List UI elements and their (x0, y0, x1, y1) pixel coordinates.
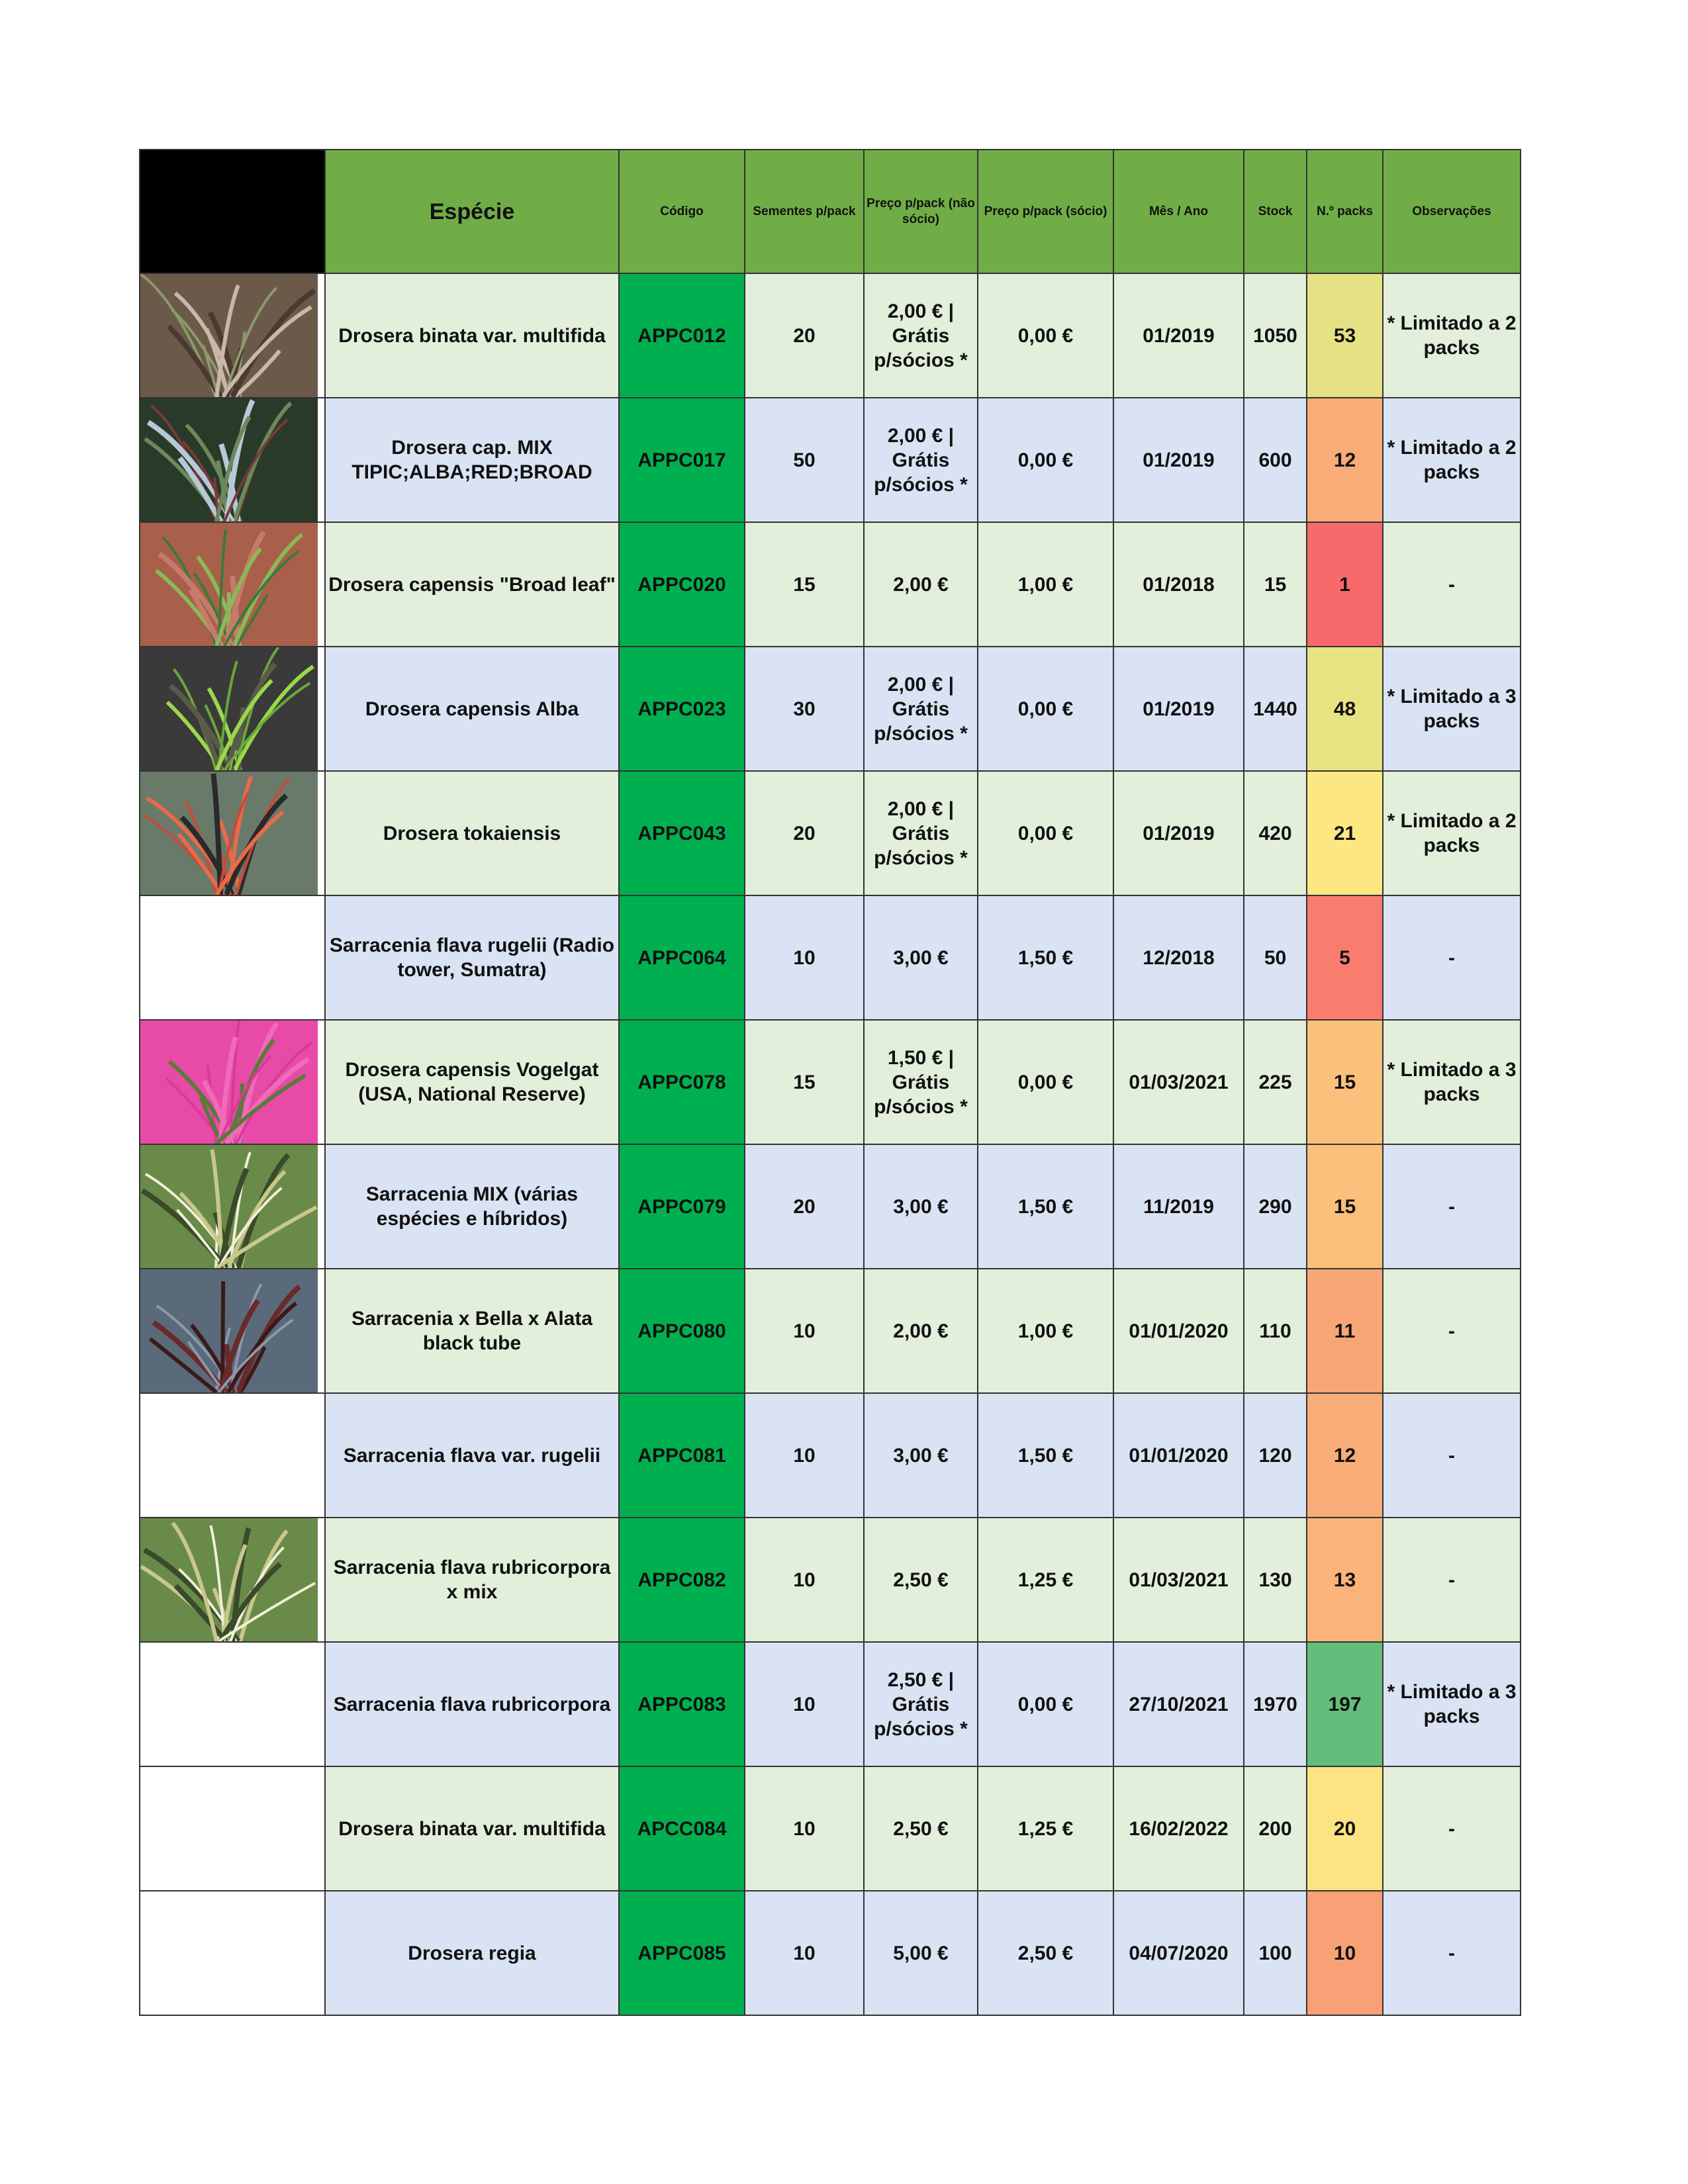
species-cell: Drosera tokaiensis (325, 771, 619, 895)
price-member-cell: 1,25 € (978, 1518, 1113, 1642)
price-non-member-cell: 3,00 € (864, 1393, 978, 1518)
code-cell: APPC023 (619, 647, 745, 771)
table-row (140, 1269, 1521, 1393)
plant-photo-cell (140, 895, 325, 1020)
stock-cell: 1050 (1244, 273, 1307, 398)
packs-cell: 12 (1307, 398, 1383, 522)
header-n-packs: N.º packs (1307, 150, 1383, 273)
species-cell: Sarracenia flava rugelii (Radio tower, Sumatra) (325, 895, 619, 1020)
price-non-member-cell: 3,00 € (864, 1144, 978, 1269)
stock-cell: 100 (1244, 1891, 1307, 2015)
code-cell: APPC020 (619, 522, 745, 647)
packs-cell: 53 (1307, 273, 1383, 398)
code-cell: APPC079 (619, 1144, 745, 1269)
price-non-member-cell: 2,00 € (864, 522, 978, 647)
table-row (140, 1393, 1521, 1518)
packs-cell: 15 (1307, 1020, 1383, 1144)
price-member-cell: 2,50 € (978, 1891, 1113, 2015)
price-member-cell: 0,00 € (978, 647, 1113, 771)
notes-cell: - (1383, 895, 1521, 1020)
stock-cell: 200 (1244, 1766, 1307, 1891)
stock-cell: 15 (1244, 522, 1307, 647)
packs-cell: 48 (1307, 647, 1383, 771)
plant-photo (140, 274, 324, 397)
stock-cell: 110 (1244, 1269, 1307, 1393)
stock-cell: 420 (1244, 771, 1307, 895)
header-sementes: Sementes p/pack (745, 150, 864, 273)
date-cell: 01/03/2021 (1113, 1518, 1244, 1642)
packs-cell: 10 (1307, 1891, 1383, 2015)
header-preco-nao-socio: Preço p/pack (não sócio) (864, 150, 978, 273)
code-cell: APPC081 (619, 1393, 745, 1518)
stock-cell: 225 (1244, 1020, 1307, 1144)
notes-cell: * Limitado a 3 packs (1383, 1020, 1521, 1144)
seeds-cell: 15 (745, 522, 864, 647)
code-cell: APPC080 (619, 1269, 745, 1393)
notes-cell: - (1383, 1144, 1521, 1269)
date-cell: 01/2019 (1113, 647, 1244, 771)
table-row (140, 1891, 1521, 2015)
packs-cell: 13 (1307, 1518, 1383, 1642)
date-cell: 01/2018 (1113, 522, 1244, 647)
price-member-cell: 0,00 € (978, 771, 1113, 895)
date-cell: 11/2019 (1113, 1144, 1244, 1269)
species-cell: Sarracenia x Bella x Alata black tube (325, 1269, 619, 1393)
plant-photo-cell (140, 1518, 325, 1642)
species-cell: Sarracenia flava rubricorpora (325, 1642, 619, 1766)
stock-cell: 120 (1244, 1393, 1307, 1518)
code-cell: APPC078 (619, 1020, 745, 1144)
table-row (140, 1642, 1521, 1766)
header-stock: Stock (1244, 150, 1307, 273)
price-member-cell: 0,00 € (978, 1020, 1113, 1144)
seeds-cell: 30 (745, 647, 864, 771)
plant-photo-cell (140, 771, 325, 895)
plant-photo (140, 1518, 324, 1641)
price-member-cell: 1,00 € (978, 1269, 1113, 1393)
code-cell: APPC012 (619, 273, 745, 398)
seeds-cell: 10 (745, 1891, 864, 2015)
price-member-cell: 0,00 € (978, 273, 1113, 398)
species-cell: Drosera cap. MIX TIPIC;ALBA;RED;BROAD (325, 398, 619, 522)
code-cell: APPC064 (619, 895, 745, 1020)
table-row (140, 1020, 1521, 1144)
plant-photo (140, 398, 324, 522)
price-non-member-cell: 2,00 € | Grátis p/sócios * (864, 398, 978, 522)
plant-photo (140, 1145, 324, 1268)
packs-cell: 197 (1307, 1642, 1383, 1766)
price-member-cell: 1,25 € (978, 1766, 1113, 1891)
packs-cell: 20 (1307, 1766, 1383, 1891)
table-row (140, 1144, 1521, 1269)
table-row (140, 398, 1521, 522)
notes-cell: - (1383, 1269, 1521, 1393)
plant-photo-cell (140, 647, 325, 771)
plant-photo-cell (140, 398, 325, 522)
packs-cell: 1 (1307, 522, 1383, 647)
header-row (140, 150, 1521, 273)
price-non-member-cell: 2,50 € | Grátis p/sócios * (864, 1642, 978, 1766)
stock-cell: 600 (1244, 398, 1307, 522)
plant-photo-cell (140, 273, 325, 398)
notes-cell: - (1383, 1766, 1521, 1891)
plant-photo-cell (140, 522, 325, 647)
price-non-member-cell: 2,50 € (864, 1518, 978, 1642)
plant-photo-cell (140, 1144, 325, 1269)
price-non-member-cell: 3,00 € (864, 895, 978, 1020)
species-cell: Drosera binata var. multifida (325, 273, 619, 398)
seeds-cell: 10 (745, 1518, 864, 1642)
header-codigo: Código (619, 150, 745, 273)
notes-cell: * Limitado a 3 packs (1383, 647, 1521, 771)
date-cell: 01/03/2021 (1113, 1020, 1244, 1144)
packs-cell: 12 (1307, 1393, 1383, 1518)
seeds-cell: 10 (745, 895, 864, 1020)
date-cell: 01/2019 (1113, 398, 1244, 522)
species-cell: Drosera regia (325, 1891, 619, 2015)
notes-cell: - (1383, 1518, 1521, 1642)
plant-photo (140, 1269, 324, 1392)
table-row (140, 1766, 1521, 1891)
species-cell: Sarracenia flava var. rugelii (325, 1393, 619, 1518)
species-cell: Drosera capensis "Broad leaf" (325, 522, 619, 647)
species-cell: Sarracenia MIX (várias espécies e híbridos) (325, 1144, 619, 1269)
notes-cell: * Limitado a 2 packs (1383, 398, 1521, 522)
table-row (140, 522, 1521, 647)
seeds-cell: 20 (745, 771, 864, 895)
plant-photo-cell (140, 1891, 325, 2015)
notes-cell: - (1383, 522, 1521, 647)
code-cell: APPC085 (619, 1891, 745, 2015)
date-cell: 04/07/2020 (1113, 1891, 1244, 2015)
header-preco-socio: Preço p/pack (sócio) (978, 150, 1113, 273)
price-non-member-cell: 5,00 € (864, 1891, 978, 2015)
seeds-cell: 10 (745, 1393, 864, 1518)
notes-cell: - (1383, 1891, 1521, 2015)
seeds-cell: 10 (745, 1642, 864, 1766)
plant-photo-cell (140, 1766, 325, 1891)
species-cell: Drosera binata var. multifida (325, 1766, 619, 1891)
photo-column-header (140, 150, 325, 273)
price-member-cell: 0,00 € (978, 1642, 1113, 1766)
price-member-cell: 0,00 € (978, 398, 1113, 522)
code-cell: APCC084 (619, 1766, 745, 1891)
seeds-cell: 15 (745, 1020, 864, 1144)
stock-cell: 130 (1244, 1518, 1307, 1642)
packs-cell: 5 (1307, 895, 1383, 1020)
plant-photo (140, 772, 324, 895)
seeds-cell: 20 (745, 1144, 864, 1269)
stock-cell: 1970 (1244, 1642, 1307, 1766)
date-cell: 27/10/2021 (1113, 1642, 1244, 1766)
price-non-member-cell: 2,00 € (864, 1269, 978, 1393)
species-cell: Sarracenia flava rubricorpora x mix (325, 1518, 619, 1642)
plant-photo (140, 1021, 324, 1144)
stock-cell: 1440 (1244, 647, 1307, 771)
seeds-cell: 20 (745, 273, 864, 398)
code-cell: APPC082 (619, 1518, 745, 1642)
price-non-member-cell: 2,00 € | Grátis p/sócios * (864, 647, 978, 771)
price-member-cell: 1,50 € (978, 1393, 1113, 1518)
price-member-cell: 1,50 € (978, 895, 1113, 1020)
date-cell: 12/2018 (1113, 895, 1244, 1020)
table-row (140, 1518, 1521, 1642)
date-cell: 01/2019 (1113, 273, 1244, 398)
table-row (140, 771, 1521, 895)
seeds-cell: 50 (745, 398, 864, 522)
code-cell: APPC017 (619, 398, 745, 522)
seeds-cell: 10 (745, 1766, 864, 1891)
price-non-member-cell: 2,00 € | Grátis p/sócios * (864, 771, 978, 895)
header-observacoes: Observações (1383, 150, 1521, 273)
date-cell: 01/01/2020 (1113, 1269, 1244, 1393)
table-row (140, 273, 1521, 398)
header-especie: Espécie (325, 150, 619, 273)
notes-cell: - (1383, 1393, 1521, 1518)
price-non-member-cell: 2,00 € | Grátis p/sócios * (864, 273, 978, 398)
stock-cell: 290 (1244, 1144, 1307, 1269)
table-row (140, 895, 1521, 1020)
notes-cell: * Limitado a 3 packs (1383, 1642, 1521, 1766)
date-cell: 01/2019 (1113, 771, 1244, 895)
species-cell: Drosera capensis Alba (325, 647, 619, 771)
header-mes-ano: Mês / Ano (1113, 150, 1244, 273)
price-non-member-cell: 1,50 € | Grátis p/sócios * (864, 1020, 978, 1144)
plant-photo-cell (140, 1393, 325, 1518)
packs-cell: 11 (1307, 1269, 1383, 1393)
plant-photo-cell (140, 1642, 325, 1766)
price-member-cell: 1,50 € (978, 1144, 1113, 1269)
plant-photo-cell (140, 1020, 325, 1144)
date-cell: 01/01/2020 (1113, 1393, 1244, 1518)
species-cell: Drosera capensis Vogelgat (USA, National Reserve) (325, 1020, 619, 1144)
table-row (140, 647, 1521, 771)
code-cell: APPC043 (619, 771, 745, 895)
seed-catalog-table (139, 149, 1521, 2016)
date-cell: 16/02/2022 (1113, 1766, 1244, 1891)
price-member-cell: 1,00 € (978, 522, 1113, 647)
seeds-cell: 10 (745, 1269, 864, 1393)
code-cell: APPC083 (619, 1642, 745, 1766)
packs-cell: 21 (1307, 771, 1383, 895)
notes-cell: * Limitado a 2 packs (1383, 273, 1521, 398)
plant-photo-cell (140, 1269, 325, 1393)
price-non-member-cell: 2,50 € (864, 1766, 978, 1891)
notes-cell: * Limitado a 2 packs (1383, 771, 1521, 895)
plant-photo (140, 523, 324, 646)
stock-cell: 50 (1244, 895, 1307, 1020)
plant-photo (140, 647, 324, 770)
packs-cell: 15 (1307, 1144, 1383, 1269)
